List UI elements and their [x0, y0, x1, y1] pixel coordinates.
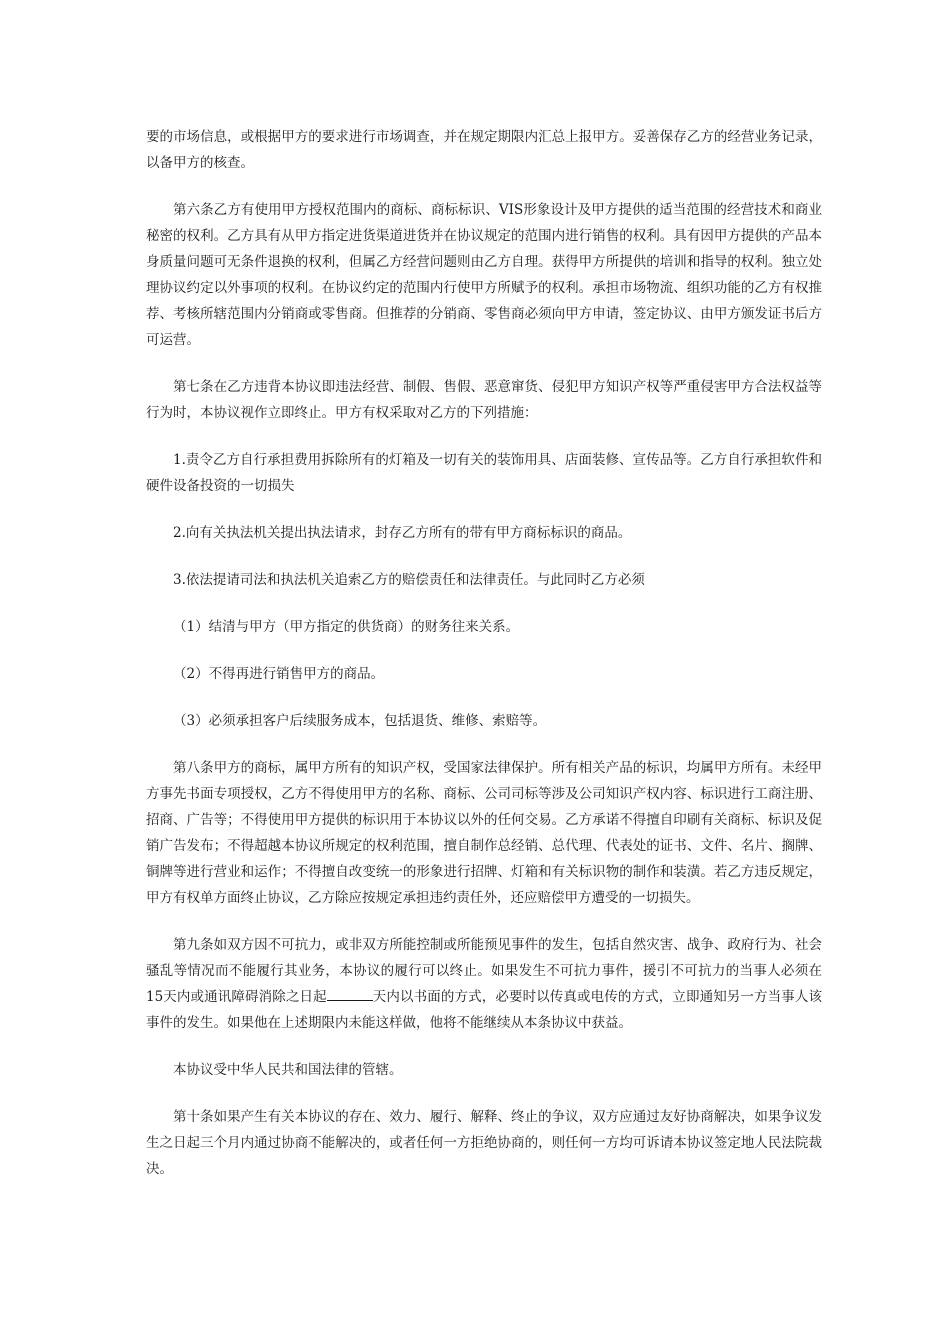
article-9-paragraph — [146, 932, 822, 1036]
article-9-text-part-2: 天内以书面的方式，必要时以传真或电传的方式，立即通知另一方当事人该事件的发生。如果他在上述期限内未能这样做，他将不能继续从本条协议中获益。 — [146, 989, 822, 1031]
article-7-subitem-2: （2）不得再进行销售甲方的商品。 — [173, 666, 385, 682]
blank-fill-line — [327, 986, 373, 1001]
governing-law-paragraph: 本协议受中华人民共和国法律的管辖。 — [173, 1062, 403, 1078]
paragraph-continuation: 要的市场信息，或根据甲方的要求进行市场调查，并在规定期限内汇总上报甲方。妥善保存乙方的经营业务记录，以备甲方的核查。 — [146, 129, 822, 171]
article-7-subitem-3: （3）必须承担客户后续服务成本，包括退货、维修、索赔等。 — [173, 713, 547, 729]
article-8-paragraph: 第八条甲方的商标，属甲方所有的知识产权，受国家法律保护。所有相关产品的标识，均属甲方所有。未经甲方事先书面专项授权，乙方不得使用甲方的名称、商标、公司司标等涉及公司知识产权内容、标识进行工商注册、招商、广告等；不得使用甲方提供的标识用于本协议以外的任何交易。乙方承诺不得擅自印刷有关商标、标识及促销广告发布；不得超越本协议所规定的权利范围，擅自制作总经销、总代理、代表处的证书、文件、名片、搁牌、铜牌等进行营业和运作；不得擅自改变统一的形象进行招牌、灯箱和有关标识物的制作和装潢。若乙方违反规定，甲方有权单方面终止协议，乙方除应按规定承担违约责任外，还应赔偿甲方遭受的一切损失。 — [146, 760, 822, 906]
article-6-paragraph: 第六条乙方有使用甲方授权范围内的商标、商标标识、VIS形象设计及甲方提供的适当范围的经营技术和商业秘密的权利。乙方具有从甲方指定进货渠道进货并在协议规定的范围内进行销售的权利。具有因甲方提供的产品本身质量问题可无条件退换的权利，但属乙方经营问题则由乙方自理。获得甲方所提供的培训和指导的权利。独立处理协议约定以外事项的权利。在协议约定的范围内行使甲方所赋予的权利。承担市场物流、组织功能的乙方有权推荐、考核所辖范围内分销商或零售商。但推荐的分销商、零售商必须向甲方申请，签定协议、由甲方颁发证书后方可运营。 — [146, 202, 822, 348]
document-body — [146, 124, 822, 1203]
article-7-item-2: 2.向有关执法机关提出执法请求，封存乙方所有的带有甲方商标标识的商品。 — [173, 525, 632, 541]
article-7-subitem-1: （1）结清与甲方（甲方指定的供货商）的财务往来关系。 — [173, 619, 520, 635]
article-7-item-1: 1.责令乙方自行承担费用拆除所有的灯箱及一切有关的装饰用具、店面装修、宣传品等。乙方自行承担软件和硬件设备投资的一切损失 — [146, 452, 822, 494]
article-9-text-part-1: 第九条如双方因不可抗力，或非双方所能控制或所能预见事件的发生，包括自然灾害、战争、政府行为、社会骚乱等情况而不能履行其业务，本协议的履行可以终止。如果发生不可抗力事件，援引不可抗力的当事人必须在15天内或通讯障碍消除之日起 — [146, 937, 822, 1005]
article-10-paragraph: 第十条如果产生有关本协议的存在、效力、履行、解释、终止的争议，双方应通过友好协商解决，如果争议发生之日起三个月内通过协商不能解决的，或者任何一方拒绝协商的，则任何一方均可诉请本协议签定地人民法院裁决。 — [146, 1109, 822, 1177]
article-7-paragraph: 第七条在乙方违背本协议即违法经营、制假、售假、恶意窜货、侵犯甲方知识产权等严重侵害甲方合法权益等行为时，本协议视作立即终止。甲方有权采取对乙方的下列措施： — [146, 379, 822, 421]
article-7-item-3: 3.依法提请司法和执法机关追索乙方的赔偿责任和法律责任。与此同时乙方必须 — [173, 572, 645, 588]
